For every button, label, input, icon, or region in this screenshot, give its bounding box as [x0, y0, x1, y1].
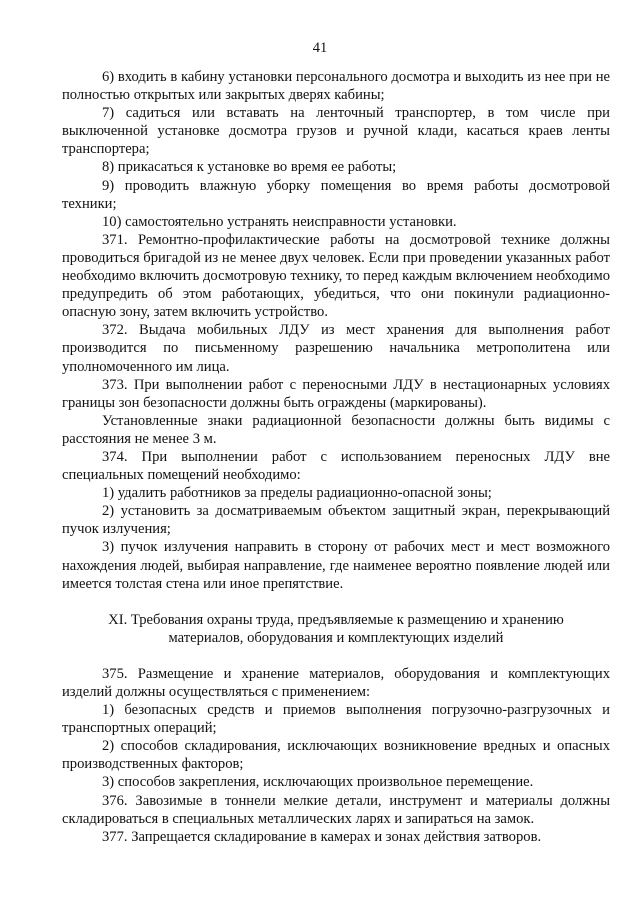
paragraph-373-signs: Установленные знаки радиационной безопасности должны быть видимы с расстояния не менее 3 м. [62, 412, 610, 447]
page-number: 41 [312, 40, 328, 56]
paragraph-item-10: 10) самостоятельно устранять неисправности установки. [102, 213, 457, 230]
paragraph-item-9: 9) проводить влажную уборку помещения во время работы досмотровой техники; [62, 177, 610, 212]
paragraph-376: 376. Завозимые в тоннели мелкие детали, инструмент и материалы должны складироваться в специальных металлических ларях и запираться на замок. [62, 792, 610, 827]
paragraph-374: 374. При выполнении работ с использованием переносных ЛДУ вне специальных помещений необходимо: [62, 448, 610, 484]
paragraph-377: 377. Запрещается складирование в камерах и зонах действия затворов. [102, 828, 542, 845]
paragraph-375-item-1: 1) безопасных средств и приемов выполнения погрузочно-разгрузочных и транспортных операций; [62, 702, 610, 737]
paragraph-371: 371. Ремонтно-профилактические работы на досмотровой технике должны проводиться бригадой из не менее двух человек. Если при проведении указанных работ необходимо включить досмотровую технику, то перед каждым включением необходимо предупредить об этом работающих, убедиться, что они покинули радиационно-опасную зону, затем включить устройство. [62, 231, 610, 321]
paragraph-374-item-1: 1) удалить работников за пределы радиационно-опасной зоны; [102, 485, 492, 502]
paragraph-item-7: 7) садиться или вставать на ленточный транспортер, в том числе при выключенной установке досмотра грузов и ручной клади, касаться краев ленты транспортера; [62, 105, 610, 158]
paragraph-374-item-2: 2) установить за досматриваемым объектом защитный экран, перекрывающий пучок излучения; [62, 503, 610, 538]
paragraph-375: 375. Размещение и хранение материалов, оборудования и комплектующих изделий должны осуществляться с применением: [62, 665, 610, 700]
paragraph-item-6: 6) входить в кабину установки персонального досмотра и выходить из нее при не полностью открытых или закрытых дверях кабины; [62, 69, 610, 104]
paragraph-item-8: 8) прикасаться к установке во время ее работы; [102, 159, 397, 176]
paragraph-375-item-2: 2) способов складирования, исключающих возникновение вредных и опасных производственных факторов; [62, 738, 610, 773]
paragraph-373: 373. При выполнении работ с переносными ЛДУ в нестационарных условиях границы зон безопасности должны быть ограждены (маркированы). [62, 376, 610, 411]
paragraph-374-item-3: 3) пучок излучения направить в сторону от рабочих мест и мест возможного нахождения людей, выбирая направление, где наименее вероятно появление людей или имеется толстая стена или иное препятствие. [62, 539, 610, 592]
paragraph-372: 372. Выдача мобильных ЛДУ из мест хранения для выполнения работ производится по письменному разрешению начальника метрополитена или уполномоченного им лица. [62, 322, 610, 375]
paragraph-375-item-3: 3) способов закрепления, исключающих произвольное перемещение. [102, 774, 534, 791]
section-heading-xi: XI. Требования охраны труда, предъявляемые к размещению и хранению материалов, оборудования и комплектующих изделий [108, 611, 564, 646]
document-body [62, 68, 610, 846]
